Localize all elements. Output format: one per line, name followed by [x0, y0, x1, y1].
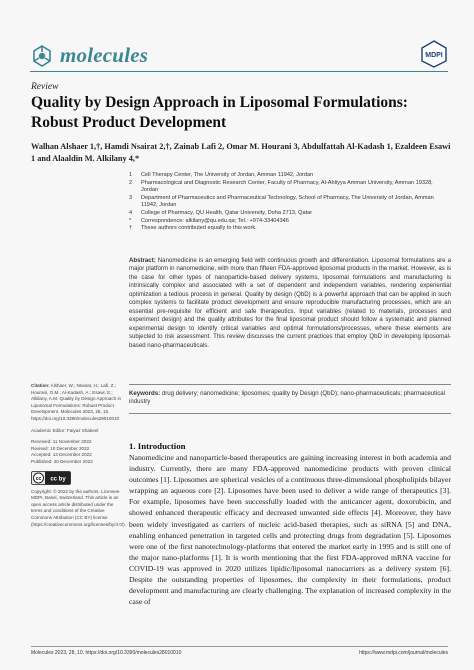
citation-text: Alshaer, W.; Nsairat, H.; Lafi, Z.; Hourani, O.M.; Al-Kadash, A.; Esawi, E.; Alkilany, A.M. Quality by Design Approach in Liposomal Formulations: Robust Product Development. Molecules 2023, 28, 10. https://doi.org/10.3390/molecules28010010	[31, 383, 122, 421]
article-type: Review	[31, 82, 59, 92]
journal-header	[30, 43, 148, 68]
affiliation-number: 4	[129, 209, 133, 216]
affiliation-number: 3	[129, 194, 133, 201]
affiliation-text: Cell Therapy Center, The University of Jordan, Amman 11942, Jordan	[141, 172, 314, 178]
affiliation-text: These authors contributed equally to this work.	[141, 225, 257, 232]
header-rule	[30, 71, 448, 72]
keywords	[129, 390, 451, 407]
affiliation-text: Correspondence: alkilany@qu.edu.qa; Tel.: +974-33404346	[141, 217, 289, 224]
affiliation-item	[129, 210, 449, 218]
cc-license-badge[interactable]	[31, 471, 123, 485]
cc-by-icon	[31, 471, 71, 485]
abstract-divider	[129, 384, 451, 385]
dates-block	[31, 439, 123, 465]
svg-text:cc: cc	[35, 475, 42, 482]
affiliation-item	[129, 225, 449, 233]
keywords-label: Keywords:	[129, 390, 161, 397]
citation-label: Citation:	[31, 383, 50, 388]
affiliation-number: 2	[129, 179, 133, 186]
affiliation-item	[129, 172, 449, 180]
footer-journal-link[interactable]: https://www.mdpi.com/journal/molecules	[359, 650, 448, 656]
article-sidebar	[31, 383, 126, 533]
affiliation-text: College of Pharmacy, QU Health, Qatar University, Doha 2713, Qatar	[141, 209, 313, 216]
academic-editor: Academic Editor: Faiyaz Shakeel	[31, 427, 99, 433]
accepted-date: Accepted: 13 December 2022	[31, 452, 92, 458]
introduction-text: Nanomedicine and nanoparticle-based therapeutics are gaining increasing interest in both academia and industry. Currently, there are many FDA-approved nanomedicine products with proven clinical outcomes [1]. Liposomes are spherical vesicles of a continuous three-dimensional phospholipids bilayer wrapping an aqueous core [2]. Liposomes have been used to deliver a wide range of therapeutics [3]. For example, liposomes have been successfully loaded with the anticancer agent, doxorubicin, and showed enhanced therapeutic efficacy and decreased unwanted side effects [4]. Moreover, they have been widely investigated as carriers of nucleic acid-based therapies, such as siRNA [5] and DNA, enabling enhanced penetration in targeted cells and protecting drugs from degradation [5]. Liposomes were one of the first nanotechnology-platforms that entered the market early in 1995 and is still one of the major nano-platforms [1]. It is worth mentioning that the first FDA-approved mRNA vaccine for COVID-19 was approved in 2020 utilizes lipidic/liposomal nanocarriers as a delivery system [6]. Despite the outstanding properties of liposomes, the complexity in their formulations, product development and manufacturing are clearly challenging. The explanation of increased complexity in the case of	[129, 453, 451, 607]
affiliation-item	[129, 218, 449, 226]
section-heading: 1. Introduction	[129, 441, 186, 451]
affiliation-text: Department of Pharmaceutics and Pharmaceutical Technology, School of Pharmacy, The University of Jordan, Amman 11942, Jordan	[141, 194, 434, 209]
affiliation-number: 1	[129, 172, 133, 178]
molecules-logo-icon	[30, 44, 54, 68]
mdpi-logo-icon	[420, 40, 448, 68]
published-date: Published: 20 December 2022	[31, 458, 93, 464]
article-title: Quality by Design Approach in Liposomal Formulations: Robust Product Development	[31, 94, 408, 131]
affiliation-item	[129, 180, 449, 195]
revised-date: Revised: 10 December 2022	[31, 445, 90, 451]
received-date: Received: 11 November 2022	[31, 439, 92, 445]
copyright-notice: Copyright: © 2022 by the authors. Licensee MDPI, Basel, Switzerland. This article is an open access article distributed under the terms and conditions of the Creative Commons Attribution (CC BY) license (https://creativecommons.org/licenses/by/4.0/).	[31, 488, 126, 527]
abstract-text: Nanomedicine is an emerging field with continuous growth and differentiation. Liposomal formulations are a major platform in nanomedicine, with more than fifteen FDA-approved liposomal products in the market. However, as is the case for other types of nanoparticle-based delivery systems, liposomal formulations and manufacturing is intrinsically complex and associated with a set of dependent and independent variables, rendering experiential optimization a tedious process in general. Quality by design (QbD) is a powerful approach that can be applied in such complex systems to facilitate product development and ensure reproducible manufacturing processes, which are an essential pre-requisite for efficient and safe therapeutics. Input variables (related to materials, processes and experiment design) and the quality attributes for the final liposomal product should follow a systematic and planned experimental design to identify critical variables and optimal formulations/processes, where these elements are subjected to risk assessment. This review discusses the current practices that employ QbD in developing liposomal-based nano-pharmaceuticals.	[129, 257, 451, 349]
footer-citation: Molecules 2023, 28, 10. https://doi.org/10.3390/molecules28010010	[31, 650, 182, 656]
abstract-label: Abstract:	[129, 257, 156, 264]
affiliation-item	[129, 195, 449, 210]
keywords-text: drug delivery; nanomedicine; liposomes; quality by Design (QbD); nano-pharmaceuticals; pharmaceutical industry	[129, 390, 446, 406]
keywords-divider	[129, 413, 451, 414]
affiliation-number: †	[129, 225, 133, 232]
abstract	[129, 257, 451, 350]
mdpi-label: MDPI	[425, 52, 443, 59]
citation-block	[31, 383, 123, 423]
affiliations	[129, 172, 449, 233]
affiliation-number: *	[129, 217, 132, 224]
footer-rule	[31, 646, 448, 647]
page-footer	[31, 650, 448, 656]
author-list: Walhan Alshaer 1,†, Hamdi Nsairat 2,†, Zainab Lafi 2, Omar M. Hourani 3, Abdulfattah Al-Kadash 1, Ezaldeen Esawi 1 and Alaaldin M. Alkilany 4,*	[31, 142, 451, 163]
cc-label: cc by	[50, 476, 66, 483]
affiliation-text: Pharmacological and Diagnostic Research Center, Faculty of Pharmacy, Al-Ahliyya Amman University, Amman 19328, Jordan	[141, 179, 433, 194]
journal-name: molecules	[60, 43, 149, 67]
